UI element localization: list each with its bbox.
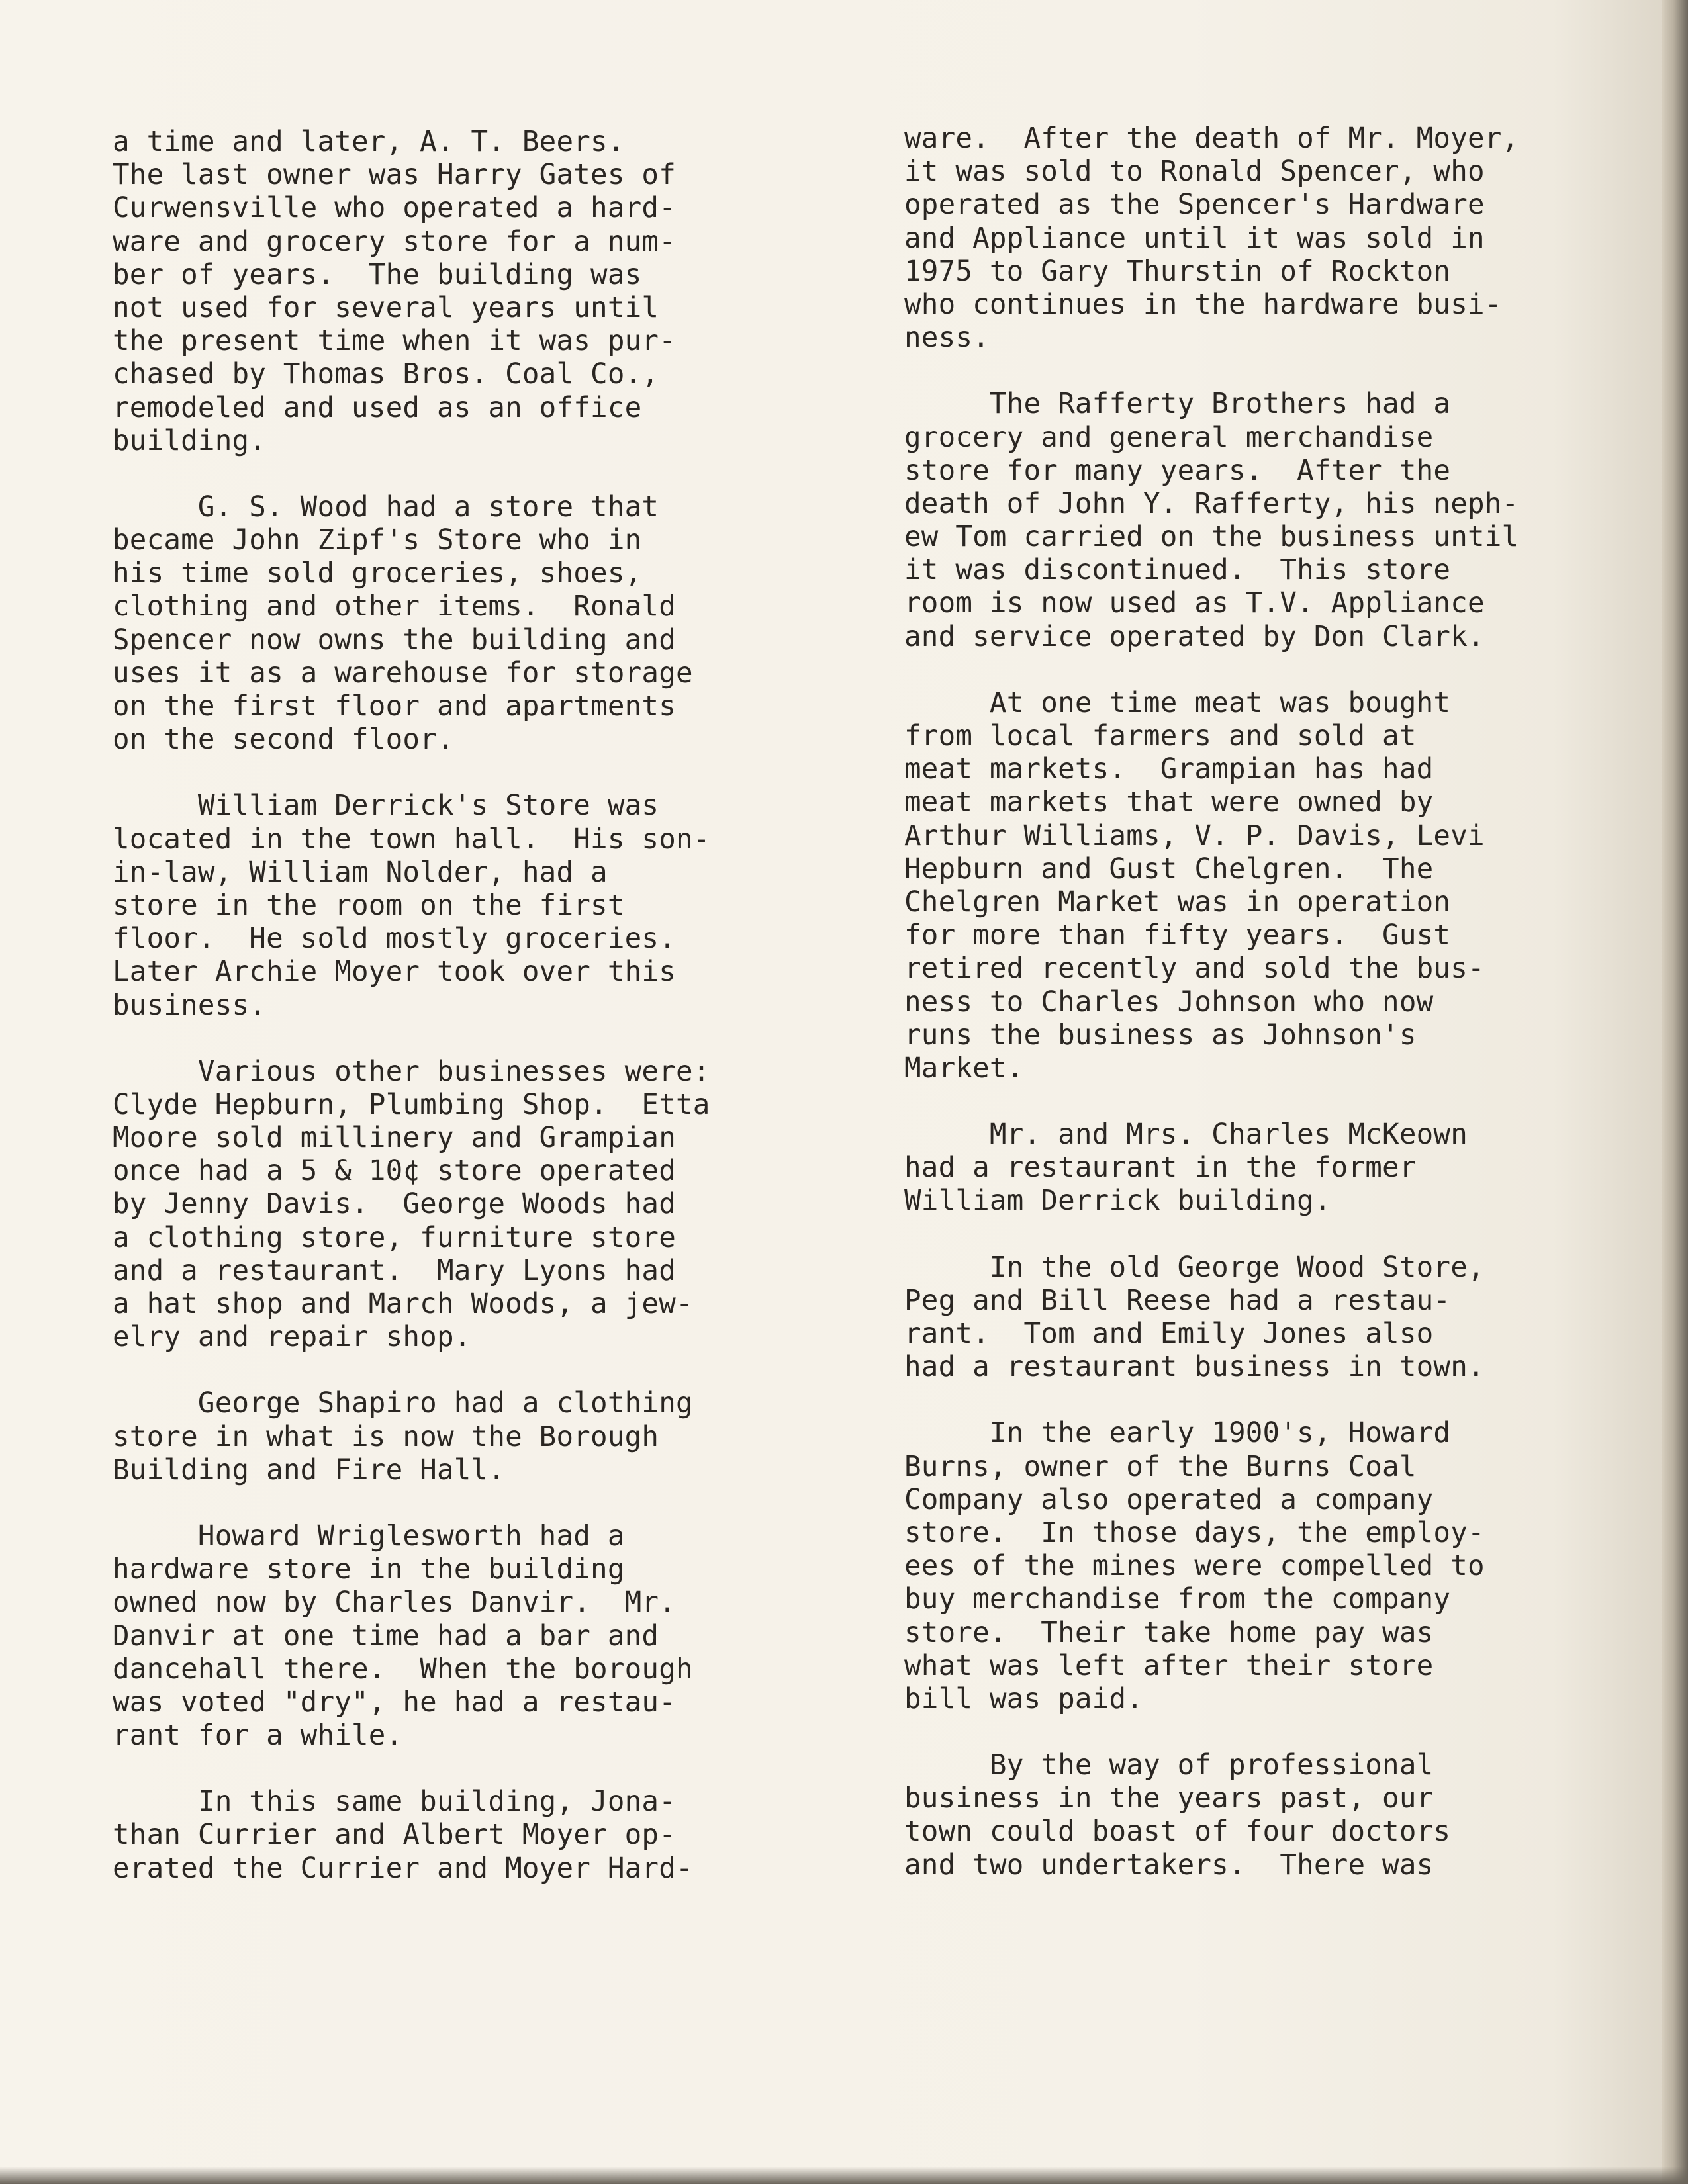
text-line: retired recently and sold the bus- (904, 952, 1485, 985)
text-line: grocery and general merchandise (904, 421, 1434, 454)
text-line: a hat shop and March Woods, a jew- (113, 1288, 693, 1320)
text-line: than Currier and Albert Moyer op- (113, 1819, 676, 1852)
paragraph (113, 126, 710, 458)
paragraph (904, 1251, 1519, 1385)
paragraph (904, 122, 1519, 355)
text-line: ness to Charles Johnson who now (904, 985, 1434, 1019)
text-line: a time and later, A. T. Beers. (113, 126, 625, 158)
text-line: Hepburn and Gust Chelgren. The (904, 852, 1434, 886)
text-line: owned now by Charles Danvir. Mr. (113, 1586, 676, 1619)
text-line: town could boast of four doctors (904, 1815, 1451, 1848)
text-line: Mr. and Mrs. Charles McKeown (904, 1118, 1468, 1152)
text-line: his time sold groceries, shoes, (113, 557, 642, 590)
text-line: it was discontinued. This store (904, 554, 1451, 587)
text-line: 1975 to Gary Thurstin of Rockton (904, 255, 1451, 288)
text-line: The Rafferty Brothers had a (904, 388, 1451, 421)
text-line: by Jenny Davis. George Woods had (113, 1188, 676, 1221)
text-line: Chelgren Market was in operation (904, 886, 1451, 919)
text-line: William Derrick's Store was (113, 790, 659, 823)
text-line: store in what is now the Borough (113, 1420, 659, 1453)
text-line: chased by Thomas Bros. Coal Co., (113, 358, 659, 391)
text-line: hardware store in the building (113, 1553, 625, 1586)
text-line: and service operated by Don Clark. (904, 620, 1485, 653)
text-line: Later Archie Moyer took over this (113, 956, 676, 989)
text-line: Curwensville who operated a hard- (113, 192, 676, 225)
text-line: Company also operated a company (904, 1483, 1434, 1516)
text-line: floor. He sold mostly groceries. (113, 923, 676, 956)
text-line: death of John Y. Rafferty, his neph- (904, 487, 1519, 520)
text-line: on the first floor and apartments (113, 690, 676, 723)
text-line: ew Tom carried on the business until (904, 521, 1519, 554)
text-column-right (904, 122, 1519, 1915)
text-line: At one time meat was bought (904, 686, 1451, 719)
text-line: business in the years past, our (904, 1782, 1434, 1815)
text-line: remodeled and used as an office (113, 391, 642, 424)
text-line: William Derrick building. (904, 1185, 1331, 1218)
paragraph (904, 388, 1519, 654)
text-line: meat markets. Grampian has had (904, 753, 1434, 786)
text-line: runs the business as Johnson's (904, 1019, 1417, 1052)
text-line: dancehall there. When the borough (113, 1653, 693, 1686)
text-line: store. Their take home pay was (904, 1616, 1434, 1649)
page-bottom-shadow (0, 2167, 1688, 2184)
text-line: In the early 1900's, Howard (904, 1417, 1451, 1450)
text-line: bill was paid. (904, 1682, 1144, 1715)
text-line: Market. (904, 1052, 1024, 1085)
paragraph (904, 1118, 1519, 1218)
text-line: G. S. Wood had a store that (113, 490, 659, 523)
text-line: building. (113, 424, 267, 457)
text-line: ber of years. The building was (113, 258, 642, 291)
text-line: clothing and other items. Ronald (113, 590, 676, 623)
text-line: the present time when it was pur- (113, 325, 676, 358)
text-line: meat markets that were owned by (904, 786, 1434, 819)
text-line: Various other businesses were: (113, 1055, 710, 1088)
text-line: Danvir at one time had a bar and (113, 1619, 659, 1653)
text-line: store in the room on the first (113, 889, 625, 922)
text-line: from local farmers and sold at (904, 720, 1417, 752)
paragraph (904, 687, 1519, 1085)
text-line: for more than fifty years. Gust (904, 919, 1451, 952)
text-line: and a restaurant. Mary Lyons had (113, 1254, 676, 1287)
text-line: and Appliance until it was sold in (904, 222, 1485, 255)
text-line: In the old George Wood Store, (904, 1251, 1485, 1284)
text-line: a clothing store, furniture store (113, 1221, 676, 1254)
text-line: ware and grocery store for a num- (113, 225, 676, 258)
text-line: Peg and Bill Reese had a restau- (904, 1284, 1451, 1317)
text-line: business. (113, 989, 267, 1022)
text-line: store. In those days, the employ- (904, 1516, 1485, 1549)
paragraph (904, 1417, 1519, 1716)
text-line: located in the town hall. His son- (113, 823, 710, 856)
text-line: had a restaurant in the former (904, 1152, 1417, 1185)
text-line: on the second floor. (113, 723, 454, 756)
text-line: once had a 5 & 10¢ store operated (113, 1155, 676, 1188)
text-line: what was left after their store (904, 1649, 1434, 1682)
paragraph (113, 1387, 710, 1487)
text-line: became John Zipf's Store who in (113, 524, 642, 557)
text-line: rant for a while. (113, 1719, 403, 1752)
page-edge-shadow (1662, 0, 1688, 2184)
text-line: who continues in the hardware busi- (904, 288, 1502, 321)
paragraph (113, 1786, 710, 1886)
text-line: it was sold to Ronald Spencer, who (904, 156, 1485, 189)
text-line: buy merchandise from the company (904, 1583, 1451, 1616)
text-line: not used for several years until (113, 291, 659, 324)
text-line: erated the Currier and Moyer Hard- (113, 1852, 693, 1885)
text-line: Clyde Hepburn, Plumbing Shop. Etta (113, 1088, 710, 1121)
text-line: store for many years. After the (904, 454, 1451, 487)
text-line: ware. After the death of Mr. Moyer, (904, 122, 1519, 155)
text-line: was voted "dry", he had a restau- (113, 1686, 676, 1719)
text-line: in-law, William Nolder, had a (113, 856, 608, 889)
text-line: ees of the mines were compelled to (904, 1550, 1485, 1583)
paragraph (113, 491, 710, 757)
text-line: Burns, owner of the Burns Coal (904, 1450, 1417, 1483)
text-line: rant. Tom and Emily Jones also (904, 1318, 1434, 1350)
paragraph (904, 1749, 1519, 1882)
text-line: uses it as a warehouse for storage (113, 657, 693, 690)
paragraph (113, 1520, 710, 1752)
text-line: Arthur Williams, V. P. Davis, Levi (904, 819, 1485, 852)
text-line: By the way of professional (904, 1749, 1434, 1782)
text-line: elry and repair shop. (113, 1321, 471, 1354)
text-line: In this same building, Jona- (113, 1786, 676, 1819)
text-line: Building and Fire Hall. (113, 1453, 506, 1486)
text-line: ness. (904, 322, 990, 355)
text-line: George Shapiro had a clothing (113, 1387, 693, 1420)
text-column-left (113, 126, 710, 1919)
text-line: had a restaurant business in town. (904, 1351, 1485, 1384)
paragraph (113, 1056, 710, 1355)
text-line: room is now used as T.V. Appliance (904, 587, 1485, 620)
text-line: Spencer now owns the building and (113, 623, 676, 657)
text-line: The last owner was Harry Gates of (113, 159, 676, 192)
paragraph (113, 790, 710, 1022)
text-line: Howard Wriglesworth had a (113, 1520, 625, 1553)
text-line: operated as the Spencer's Hardware (904, 189, 1485, 222)
text-line: Moore sold millinery and Grampian (113, 1122, 676, 1155)
text-line: and two undertakers. There was (904, 1848, 1434, 1882)
